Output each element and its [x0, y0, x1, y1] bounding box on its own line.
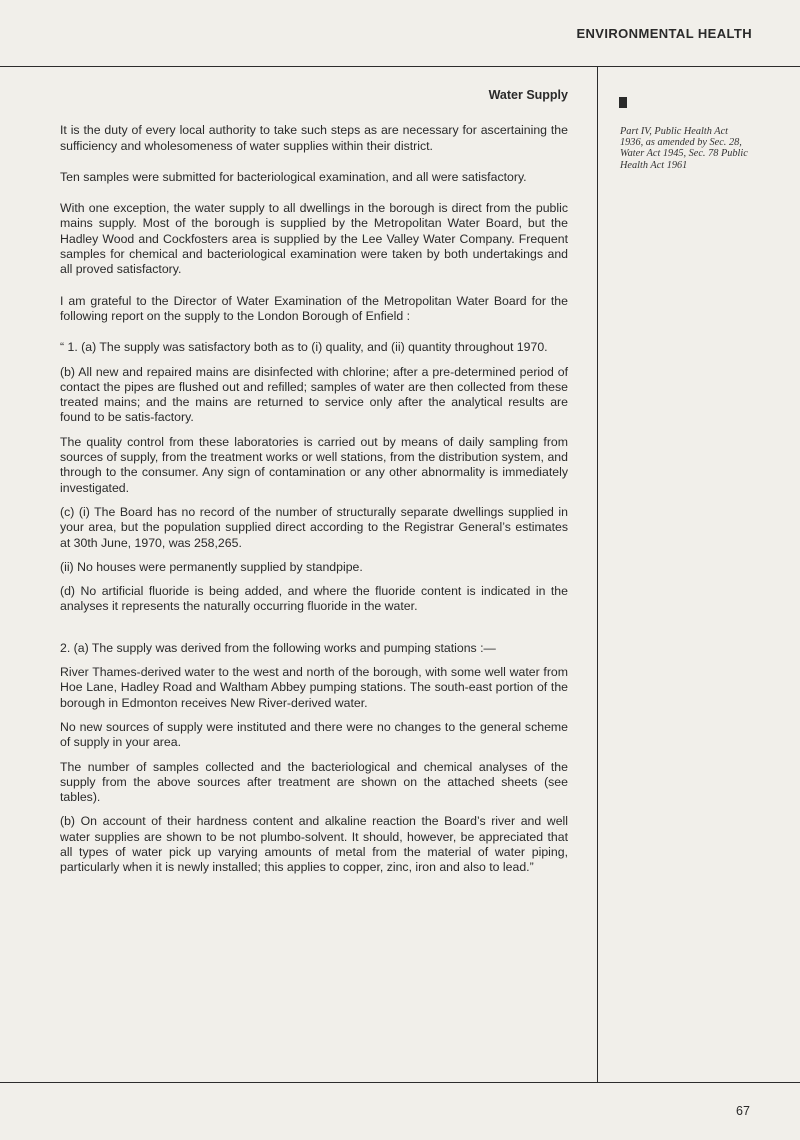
paragraph: (b) On account of their hardness content and alkaline reaction the Board’s river and well water supplies are shown to be not plumbo-solvent. It should, however, be appreciated that all types of water pick up varying amounts of metal from the material of water piping, particularly when it is newly installed; this applies to copper, zinc, iron and also to lead.”: [60, 814, 568, 875]
paragraph: The number of samples collected and the bacteriological and chemical analyses of the supply from the above sources after treatment are shown on the attached sheets (see tables).: [60, 759, 568, 805]
paragraph: 2. (a) The supply was derived from the following works and pumping stations :—: [60, 640, 496, 655]
paragraph: With one exception, the water supply to all dwellings in the borough is direct from the public mains supply. Most of the borough is supplied by the Metropolitan Water Board, but the Hadley Wood and Cockfosters area is supplied by the Lee Valley Water Company. Frequent samples for chemical and bacteriological examination were taken by both undertakings and all proved satisfactory.: [60, 201, 568, 277]
paragraph: (c) (i) The Board has no record of the number of structurally separate dwellings supplied in your area, but the population supplied direct according to the Registrar General’s estimates at 30th June, 1970, was 258,265.: [60, 504, 568, 550]
paragraph: It is the duty of every local authority to take such steps as are necessary for ascertaining the sufficiency and wholesomeness of water supplies within their district.: [60, 123, 568, 153]
paragraph: River Thames-derived water to the west and north of the borough, with some well water from Hoe Lane, Hadley Road and Waltham Abbey pumping stations. The south-east portion of the borough in Edmonton receives New River-derived water.: [60, 665, 568, 710]
margin-note-statute: Part IV, Public Health Act 1936, as amended by Sec. 28, Water Act 1945, Sec. 78 Public Health Act 1961: [620, 126, 748, 171]
paragraph: I am grateful to the Director of Water Examination of the Metropolitan Water Board for the following report on the supply to the London Borough of Enfield :: [60, 293, 568, 323]
top-rule: [0, 66, 800, 67]
paragraph: “ 1. (a) The supply was satisfactory both as to (i) quality, and (ii) quantity throughout 1970.: [60, 340, 548, 355]
paragraph: (ii) No houses were permanently supplied by standpipe.: [60, 559, 363, 574]
bottom-rule: [0, 1082, 800, 1083]
paragraph: No new sources of supply were instituted and there were no changes to the general scheme of supply in your area.: [60, 719, 568, 750]
margin-marker-square: [619, 97, 627, 108]
page-header: ENVIRONMENTAL HEALTH: [576, 26, 752, 41]
main-text-column: [60, 88, 568, 876]
paragraph: (b) All new and repaired mains are disinfected with chlorine; after a pre-determined period of contact the pipes are flushed out and refilled; samples of water are then collected from these treated mains; and the mains are returned to service only after the analytical results are found to be satis-factory.: [60, 364, 568, 425]
paragraph: Ten samples were submitted for bacteriological examination, and all were satisfactory.: [60, 169, 527, 184]
margin-column-rule: [597, 66, 598, 1082]
paragraph: The quality control from these laboratories is carried out by means of daily sampling from sources of supply, from the treatment works or well stations, from the distribution system, and through to the consumer. Any sign of contamination or any other abnormality is immediately investigated.: [60, 434, 568, 495]
paragraph: (d) No artificial fluoride is being added, and where the fluoride content is indicated in the analyses it represents the naturally occurring fluoride in the water.: [60, 584, 568, 614]
section-title: Water Supply: [488, 88, 568, 102]
page-number: 67: [736, 1104, 750, 1118]
